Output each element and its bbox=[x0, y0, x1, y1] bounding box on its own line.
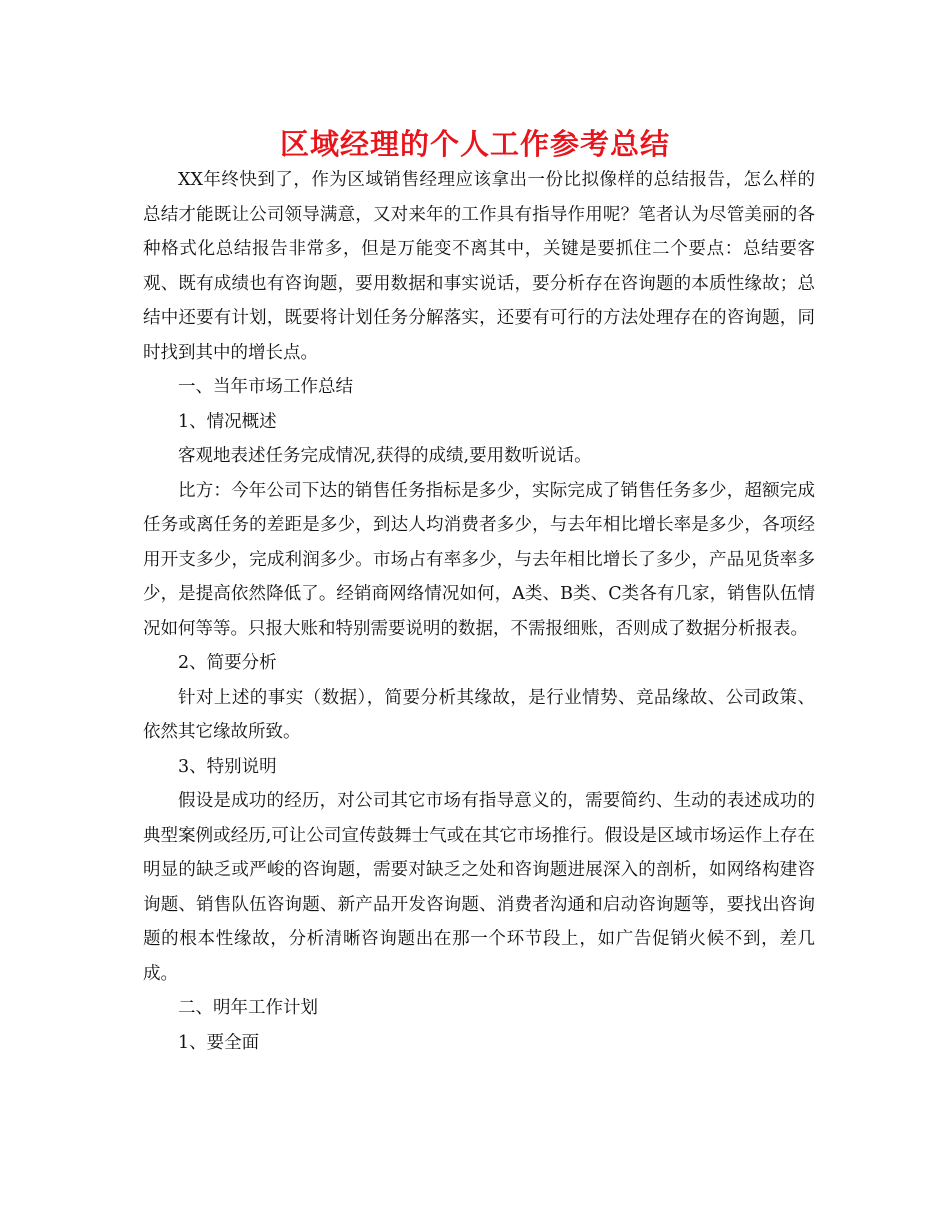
intro-paragraph: XX年终快到了，作为区域销售经理应该拿出一份比拟像样的总结报告，怎么样的总结才能既让公司领导满意，又对来年的工作具有指导作用呢？笔者认为尽管美丽的各种格式化总结报告非常多，但是万能变不离其中，关键是要抓住二个要点：总结要客观、既有成绩也有咨询题，要用数据和事实说话，要分析存在咨询题的本质性缘故；总结中还要有计划，既要将计划任务分解落实，还要有可行的方法处理存在的咨询题，同时找到其中的增长点。 bbox=[143, 170, 815, 363]
paragraph-example: 比方：今年公司下达的销售任务指标是多少，实际完成了销售任务多少，超额完成任务或离任务的差距是多少，到达人均消费者多少，与去年相比增长率是多少，各项经用开支多少，完成利润多少。市场占有率多少，与去年相比增长了多少，产品见货率多少，是提高依然降低了。经销商网络情况如何，A类、B类、C类各有几家，销售队伍情况如何等等。只报大账和特别需要说明的数据，不需报细账，否则成了数据分析报表。 bbox=[143, 480, 815, 639]
paragraph-special-note: 假设是成功的经历，对公司其它市场有指导意义的，需要简约、生动的表述成功的典型案例或经历,可让公司宣传鼓舞士气或在其它市场推行。假设是区域市场运作上存在明显的缺乏或严峻的咨询题，需要对缺乏之处和咨询题进展深入的剖析，如网络构建咨询题、销售队伍咨询题、新产品开发咨询题、消费者沟通和启动咨询题等，要找出咨询题的根本性缘故，分析清晰咨询题出在那一个环节段上，如广告促销火候不到，差几成。 bbox=[143, 791, 815, 984]
section-heading-2: 二、明年工作计划 bbox=[178, 998, 318, 1018]
paragraph-analysis: 针对上述的事实（数据），简要分析其缘故，是行业情势、竞品缘故、公司政策、依然其它缘故所致。 bbox=[143, 687, 815, 742]
document-body bbox=[143, 163, 815, 1060]
subsection-heading-1-3: 3、特别说明 bbox=[178, 756, 277, 777]
subsection-heading-1-2: 2、简要分析 bbox=[178, 653, 277, 673]
paragraph-overview: 客观地表述任务完成情况,获得的成绩,要用数听说话。 bbox=[178, 446, 592, 466]
subsection-heading-1-1: 1、情况概述 bbox=[178, 411, 277, 432]
section-heading-1: 一、当年市场工作总结 bbox=[178, 377, 353, 397]
document-title: 区域经理的个人工作参考总结 bbox=[279, 127, 670, 161]
subsection-heading-2-1: 1、要全面 bbox=[178, 1032, 260, 1053]
